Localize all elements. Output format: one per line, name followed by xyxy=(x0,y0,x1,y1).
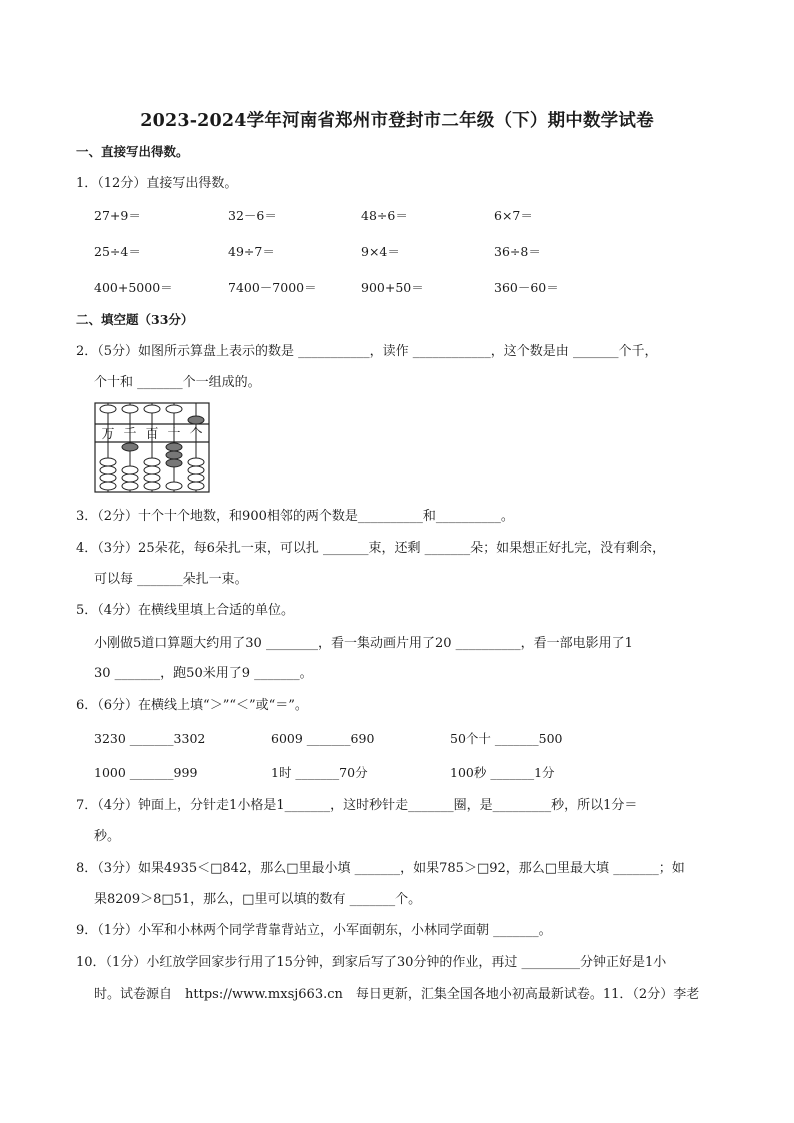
abacus-bead-counted xyxy=(166,443,182,451)
abacus-bead xyxy=(144,466,160,474)
question-10-line-2: 时。试卷源自 https://www.mxsj663.cn 每日更新，汇集全国各地小初高最新试卷。11．（2分）李老 xyxy=(94,987,700,1002)
section-2-heading: 二、填空题（33分） xyxy=(76,312,194,327)
question-1-text: 1．（12分）直接写出得数。 xyxy=(76,176,238,191)
abacus-bead xyxy=(166,482,182,490)
question-3-line-1: 3．（2分）十个十个地数，和900相邻的两个数是__________和__________。 xyxy=(76,509,514,524)
compare-item: 1000 _______999 xyxy=(94,765,198,780)
abacus-bead xyxy=(100,405,116,413)
compare-item: 1时 _______70分 xyxy=(271,765,368,780)
abacus-bead xyxy=(144,482,160,490)
abacus-label: 千 xyxy=(123,427,137,442)
question-8-line-2: 果8209＞8□51，那么，□里可以填的数有 _______个。 xyxy=(94,892,422,907)
question-9-line-1: 9．（1分）小军和小林两个同学背靠背站立，小军面朝东，小林同学面朝 _______。 xyxy=(76,923,552,938)
compare-item: 6009 _______690 xyxy=(271,731,375,746)
calc-item: 48÷6＝ xyxy=(361,208,408,223)
calc-item: 6×7＝ xyxy=(494,208,533,223)
question-5-line-3: 30 _______，跑50米用了9 _______。 xyxy=(94,666,313,681)
question-10-line-1: 10．（1分）小红放学回家步行用了15分钟，到家后写了30分钟的作业，再过 _________分钟正好是1小 xyxy=(76,955,667,970)
abacus-bead-counted xyxy=(166,459,182,467)
abacus-bead-counted xyxy=(188,416,204,424)
calc-item: 7400－7000＝ xyxy=(228,280,317,295)
page-title: 2023-2024学年河南省郑州市登封市二年级（下）期中数学试卷 xyxy=(140,111,654,131)
calc-item: 49÷7＝ xyxy=(228,244,275,259)
abacus-bead-counted xyxy=(166,451,182,459)
question-2-line-1: 2．（5分）如图所示算盘上表示的数是 ___________，读作 ____________，这个数是由 _______个千， xyxy=(76,344,658,359)
abacus-bead xyxy=(100,466,116,474)
calc-item: 27+9＝ xyxy=(94,208,141,223)
question-8-line-1: 8．（3分）如果4935＜□842，那么□里最小填 _______，如果785＞□92，那么□里最大填 _______；如 xyxy=(76,861,685,876)
abacus-bead xyxy=(144,405,160,413)
abacus-bead xyxy=(188,458,204,466)
question-2-line-2: 个十和 _______个一组成的。 xyxy=(94,375,261,390)
calc-item: 25÷4＝ xyxy=(94,244,141,259)
abacus-bead xyxy=(166,405,182,413)
question-4-line-1: 4．（3分）25朵花，每6朵扎一束，可以扎 _______束，还剩 _______朵；如果想正好扎完，没有剩余， xyxy=(76,541,666,556)
compare-item: 100秒 _______1分 xyxy=(450,765,555,780)
abacus-bead-counted xyxy=(122,443,138,451)
abacus-bead xyxy=(122,482,138,490)
abacus-label: 十 xyxy=(167,427,181,442)
question-5-line-1: 5．（4分）在横线里填上合适的单位。 xyxy=(76,603,295,618)
calc-item: 9×4＝ xyxy=(361,244,400,259)
calc-item: 360－60＝ xyxy=(494,280,559,295)
abacus-bead xyxy=(188,466,204,474)
abacus-label: 百 xyxy=(145,427,159,442)
abacus-bead xyxy=(100,474,116,482)
abacus-bead xyxy=(188,482,204,490)
abacus-bead xyxy=(122,466,138,474)
question-7-line-2: 秒。 xyxy=(94,829,121,844)
compare-item: 50个十 _______500 xyxy=(450,731,563,746)
calc-item: 32－6＝ xyxy=(228,208,277,223)
abacus-bead xyxy=(144,458,160,466)
section-1-heading: 一、直接写出得数。 xyxy=(76,144,189,159)
abacus-bead xyxy=(144,474,160,482)
abacus-label: 万 xyxy=(101,427,115,442)
abacus-bead xyxy=(122,405,138,413)
question-6-line-1: 6．（6分）在横线上填“＞”“＜”或“＝”。 xyxy=(76,698,308,713)
calc-item: 36÷8＝ xyxy=(494,244,541,259)
question-5-line-2: 小刚做5道口算题大约用了30 ________，看一集动画片用了20 __________，看一部电影用了1 xyxy=(94,636,633,651)
abacus-bead xyxy=(122,474,138,482)
compare-item: 3230 _______3302 xyxy=(94,731,206,746)
question-4-line-2: 可以每 _______朵扎一束。 xyxy=(94,572,248,587)
abacus-bead xyxy=(188,474,204,482)
calc-item: 400+5000＝ xyxy=(94,280,173,295)
abacus-figure xyxy=(94,400,212,496)
calc-item: 900+50＝ xyxy=(361,280,424,295)
question-7-line-1: 7．（4分）钟面上，分针走1小格是1_______，这时秒针走_______圈，是_________秒，所以1分＝ xyxy=(76,798,638,813)
abacus-bead xyxy=(100,458,116,466)
abacus-label: 个 xyxy=(189,427,203,442)
abacus-bead xyxy=(100,482,116,490)
